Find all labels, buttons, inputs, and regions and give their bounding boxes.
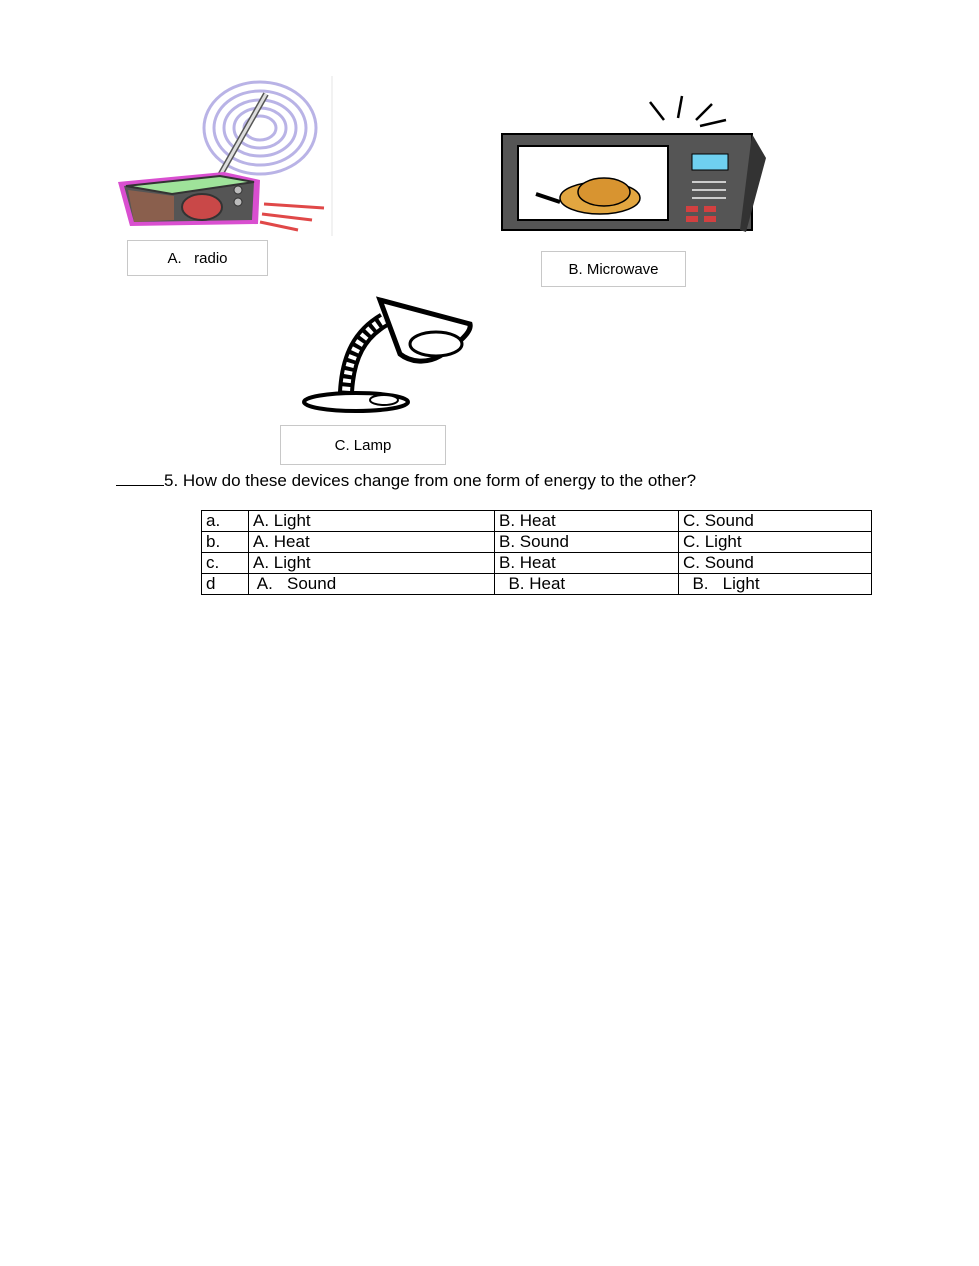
option-cell: A. Light: [249, 553, 495, 574]
option-letter: a.: [202, 511, 249, 532]
option-cell: C. Sound: [679, 553, 872, 574]
option-cell: B. Heat: [495, 511, 679, 532]
radio-caption: A. radio: [127, 240, 268, 276]
option-cell: A. Light: [249, 511, 495, 532]
option-letter: c.: [202, 553, 249, 574]
option-cell: B. Heat: [495, 553, 679, 574]
option-cell: B. Heat: [495, 574, 679, 595]
option-cell: A. Sound: [249, 574, 495, 595]
option-letter: b.: [202, 532, 249, 553]
radio-icon: [112, 76, 336, 238]
table-row[interactable]: [202, 532, 872, 553]
option-cell: A. Heat: [249, 532, 495, 553]
question-5: [116, 471, 696, 491]
lamp-caption: C. Lamp: [280, 425, 446, 465]
option-cell: C. Light: [679, 532, 872, 553]
option-cell: B. Light: [679, 574, 872, 595]
answer-options-table: [201, 510, 872, 595]
lamp-icon: [300, 294, 476, 414]
answer-blank[interactable]: [116, 471, 164, 486]
microwave-icon: [500, 94, 770, 240]
option-cell: C. Sound: [679, 511, 872, 532]
question-text: 5. How do these devices change from one form of energy to the other?: [164, 471, 697, 490]
option-cell: B. Sound: [495, 532, 679, 553]
option-letter: d: [202, 574, 249, 595]
table-row[interactable]: [202, 511, 872, 532]
microwave-caption: B. Microwave: [541, 251, 686, 287]
table-row[interactable]: [202, 553, 872, 574]
table-row[interactable]: [202, 574, 872, 595]
